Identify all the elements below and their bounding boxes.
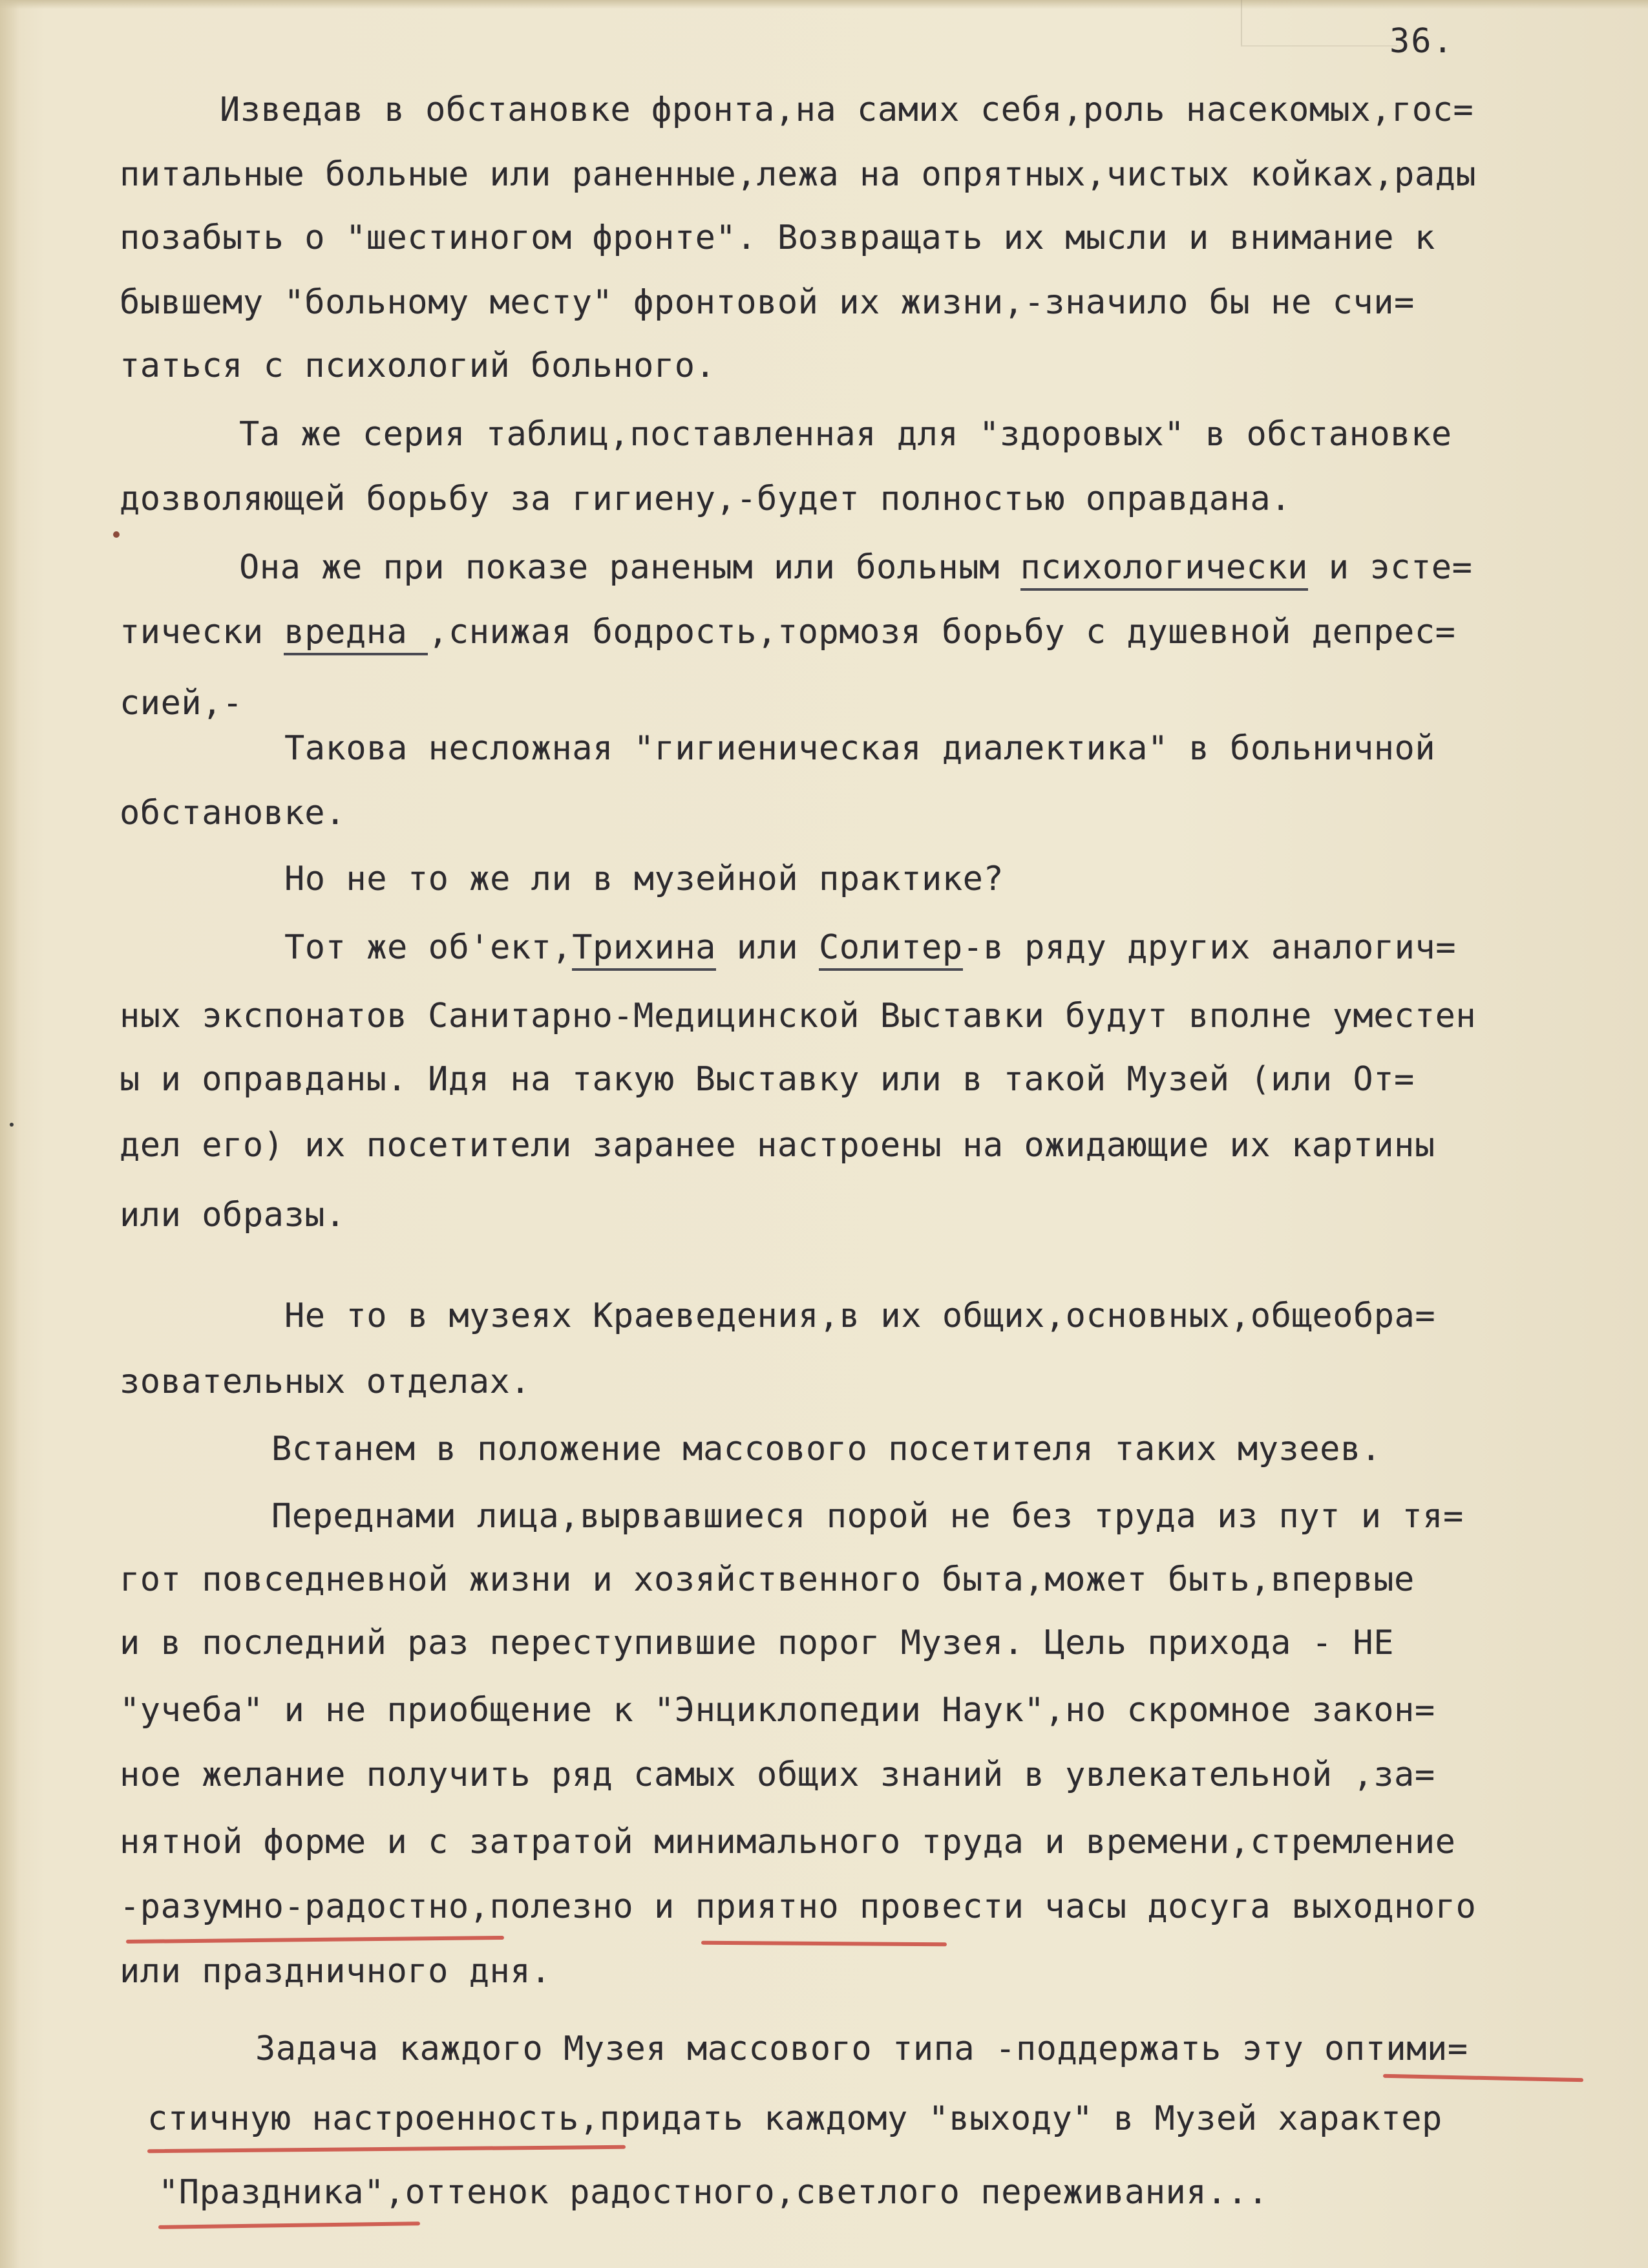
text-line: питальные больные или раненные,лежа на опрятных,чистых койках,рады bbox=[120, 155, 1477, 194]
text-line: зовательных отделах. bbox=[120, 1362, 531, 1401]
page-top-shadow bbox=[0, 0, 1648, 9]
underlined-word: вредна bbox=[284, 613, 428, 655]
red-pencil-underline bbox=[147, 2145, 626, 2153]
text-line: гот повседневной жизни и хозяйственного быта,может быть,впервые bbox=[120, 1560, 1415, 1599]
text-line bbox=[284, 928, 1456, 967]
text-segment: Тот же об'ект, bbox=[284, 928, 573, 967]
text-line: Не то в музеях Краеведения,в их общих,основных,общеобра= bbox=[284, 1297, 1436, 1335]
text-line: Изведав в обстановке фронта,на самих себя,роль насекомых,гос= bbox=[220, 90, 1474, 129]
text-line: таться с психологий больного. bbox=[120, 346, 716, 385]
text-line bbox=[147, 2099, 1442, 2138]
text-line: или образы. bbox=[120, 1196, 346, 1235]
text-line: дозволяющей борьбу за гигиену,-будет полностью оправдана. bbox=[120, 480, 1291, 518]
text-line bbox=[120, 613, 1455, 652]
text-line: "учеба" и не приобщение к "Энциклопедии Наук",но скромное закон= bbox=[120, 1691, 1435, 1730]
underlined-word: психологически bbox=[1020, 548, 1308, 591]
text-line: и в последний раз переступившие порог Музея. Цель прихода - НЕ bbox=[120, 1624, 1395, 1662]
text-line: ное желание получить ряд самых общих знаний в увлекательной ,за= bbox=[120, 1755, 1435, 1794]
text-segment: ,полезно и bbox=[469, 1887, 695, 1926]
ink-spot bbox=[113, 531, 120, 538]
ink-spot bbox=[10, 1123, 14, 1127]
text-segment: или bbox=[715, 928, 819, 967]
text-line: сией,- bbox=[120, 684, 243, 723]
underlined-word: Трихина bbox=[572, 928, 716, 971]
text-line: Переднами лица,вырвавшиеся порой не без труда из пут и тя= bbox=[271, 1497, 1464, 1536]
page-edge-shadow bbox=[0, 0, 19, 2268]
text-line: ных экспонатов Санитарно-Медицинской Выставки будут вполне уместен bbox=[120, 997, 1477, 1035]
text-segment: приятно bbox=[695, 1887, 860, 1926]
text-segment: и эсте= bbox=[1307, 548, 1473, 587]
text-line: Такова несложная "гигиеническая диалектика" в больничной bbox=[284, 729, 1436, 768]
text-line: позабыть о "шестиногом фронте". Возвращать их мысли и внимание к bbox=[120, 218, 1435, 257]
text-segment: -в ряду других аналогич= bbox=[962, 928, 1457, 967]
text-line bbox=[255, 2030, 1468, 2068]
red-pencil-underline bbox=[1383, 2074, 1583, 2082]
text-line: Но не то же ли в музейной практике? bbox=[284, 860, 1004, 898]
underlined-word: Солитер bbox=[819, 928, 963, 971]
text-line: бывшему "больному месту" фронтовой их жизни,-значило бы не счи= bbox=[120, 283, 1415, 322]
text-line: или праздничного дня. bbox=[120, 1952, 551, 1991]
text-segment: ,придать каждому "выходу" в Музей характер bbox=[578, 2099, 1442, 2138]
red-pencil-underline bbox=[126, 1936, 504, 1944]
text-segment: оптими= bbox=[1324, 2030, 1468, 2068]
text-segment: стичную настроенность bbox=[147, 2099, 579, 2138]
text-segment: -разумно-радостно bbox=[120, 1887, 469, 1926]
text-line bbox=[239, 548, 1472, 587]
text-line: Встанем в положение массового посетителя таких музеев. bbox=[271, 1430, 1382, 1468]
red-pencil-underline bbox=[158, 2221, 420, 2229]
text-line: дел его) их посетители заранее настроены на ожидающие их картины bbox=[120, 1126, 1435, 1165]
text-line bbox=[120, 1887, 1476, 1926]
text-segment: тически bbox=[120, 613, 284, 652]
faint-mark bbox=[1241, 0, 1397, 47]
text-segment: ,снижая бодрость,тормозя борьбу с душевной депрес= bbox=[428, 613, 1456, 652]
text-line: обстановке. bbox=[120, 794, 346, 832]
text-segment: "Праздника" bbox=[158, 2173, 385, 2212]
text-line: ы и оправданы. Идя на такую Выставку или в такой Музей (или От= bbox=[120, 1060, 1415, 1099]
text-segment: Задача каждого Музея массового типа -поддержать эту bbox=[255, 2030, 1324, 2068]
red-pencil-underline bbox=[701, 1941, 947, 1947]
text-segment: Она же при показе раненым или больным bbox=[239, 548, 1020, 587]
text-line: Та же серия таблиц,поставленная для "здоровых" в обстановке bbox=[239, 415, 1452, 454]
page-number: 36. bbox=[1389, 22, 1454, 61]
text-segment: ,оттенок радостного,светлого переживания... bbox=[384, 2173, 1269, 2212]
text-segment: провести часы досуга выходного bbox=[860, 1887, 1477, 1926]
text-line: нятной форме и с затратой минимального труда и времени,стремление bbox=[120, 1823, 1456, 1861]
text-line bbox=[158, 2173, 1269, 2212]
